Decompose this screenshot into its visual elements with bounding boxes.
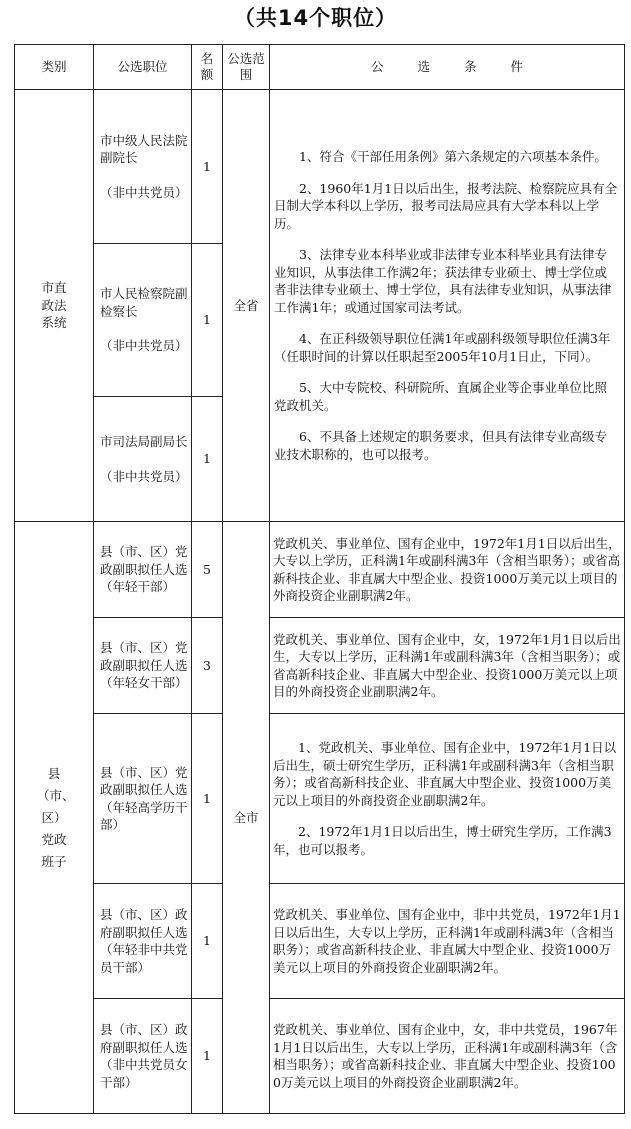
table-row [15, 999, 625, 1114]
condition-item: 3、法律专业本科毕业或非法律专业本科毕业具有法律专业知识，从事法律工作满2年；获法律专业硕士、博士学位或者非法律专业硕士、博士学位，具有法律专业知识，从事法律工作满1年；或通过国家司法考试。 [274, 247, 612, 315]
position-note: （非中共党员） [100, 184, 188, 200]
quota-cell: 1 [192, 884, 223, 999]
table-row [15, 618, 625, 714]
condition-item: 2、1960年1月1日以后出生，报考法院、检察院应具有全日制大学本科以上学历，报考司法局应具有大学本科以上学历。 [274, 180, 618, 231]
quota-cell: 1 [192, 714, 223, 884]
position-cell [94, 90, 192, 244]
condition-item: 党政机关、事业单位、国有企业中，女，1972年1月1日以后出生，大专以上学历，正科满1年或副科满3年（含相当职务）；或省高新科技企业、非直属大中型企业、投资1000万美元以上项目的外商投资企业副职满2年。 [273, 631, 621, 699]
table-row [15, 90, 625, 244]
condition-item: 党政机关、事业单位、国有企业中，1972年1月1日以后出生，大专以上学历，正科满1年或副科满3年（含相当职务）；或省高新科技企业、非直属大中型企业、投资1000万美元以上项目的外商投资企业副职满2年。 [273, 535, 621, 603]
header-position: 公选职位 [94, 45, 192, 90]
category-label: 县（市、区）党政班子 [37, 765, 75, 869]
conditions-cell [270, 618, 625, 714]
quota-cell: 1 [192, 999, 223, 1114]
header-quota: 名额 [192, 45, 223, 90]
header-row [15, 45, 625, 90]
conditions-cell [270, 884, 625, 999]
scope-cell: 全市 [223, 522, 270, 1114]
conditions-cell [270, 714, 625, 884]
position-name: 市中级人民法院副院长 [100, 132, 188, 166]
table-row [15, 714, 625, 884]
position-cell: 县（市、区）政府副职拟任人选（年轻非中共党员干部） [94, 884, 192, 999]
position-cell: 县（市、区）党政副职拟任人选（年轻女干部） [94, 618, 192, 714]
position-note: （非中共党员） [100, 468, 188, 484]
scope-cell: 全省 [223, 90, 270, 522]
position-note: （非中共党员） [100, 338, 188, 354]
header-scope: 公选范围 [223, 45, 270, 90]
category-label: 市直政法系统 [41, 280, 67, 331]
page-title: （共14个职位） [233, 6, 398, 30]
condition-item: 5、大中专院校、科研院所、直属企业等企事业单位比照党政机关。 [274, 380, 607, 413]
table-row [15, 522, 625, 618]
conditions-cell [270, 522, 625, 618]
position-cell: 县（市、区）党政副职拟任人选（年轻干部） [94, 522, 192, 618]
header-conditions: 公 选 条 件 [270, 45, 625, 90]
quota-cell: 1 [192, 90, 223, 244]
condition-item: 1、党政机关、事业单位、国有企业中，1972年1月1日以后出生，硕士研究生学历，正科满1年或副科满3年（含相当职务）；或省高新科技企业、非直属大中型企业、投资1000万美元以上项目的外商投资企业副职满2年。 [273, 740, 617, 808]
condition-item: 党政机关、事业单位、国有企业中，女，非中共党员，1967年1月1日以后出生，大专以上学历，正科满1年或副科满3年（含相当职务）；或省高新科技企业、非直属大中型企业、投资1000万美元以上项目的外商投资企业副职满2年。 [273, 1022, 618, 1090]
quota-cell: 1 [192, 244, 223, 397]
position-cell: 县（市、区）党政副职拟任人选（年轻高学历干部） [94, 714, 192, 884]
position-cell: 县（市、区）政府副职拟任人选（非中共党员女干部） [94, 999, 192, 1114]
position-cell [94, 397, 192, 522]
header-category: 类别 [15, 45, 94, 90]
condition-item: 4、在正科级领导职位任满1年或副科级领导职位任满3年（任职时间的计算以任职起至2005年10月1日止，下同）。 [274, 331, 611, 364]
position-name: 市司法局副局长 [100, 434, 188, 449]
positions-table [14, 44, 625, 1114]
category-cell [15, 90, 94, 522]
condition-item: 党政机关、事业单位、国有企业中，非中共党员，1972年1月1日以后出生，大专以上学历，正科满1年或副科满3年（含相当职务）；或省高新科技企业、非直属大中型企业、投资1000万美元以上项目的外商投资企业副职满2年。 [273, 907, 621, 975]
table-row [15, 884, 625, 999]
position-name: 市人民检察院副检察长 [100, 286, 188, 319]
condition-item: 2、1972年1月1日以后出生，博士研究生学历，工作满3年，也可以报考。 [273, 824, 612, 857]
position-cell [94, 244, 192, 397]
category-cell [15, 522, 94, 1114]
condition-item: 1、符合《干部任用条例》第六条规定的六项基本条件。 [299, 149, 607, 164]
quota-cell: 1 [192, 397, 223, 522]
quota-cell: 3 [192, 618, 223, 714]
conditions-cell [270, 999, 625, 1114]
quota-cell: 5 [192, 522, 223, 618]
conditions-cell [270, 90, 625, 522]
condition-item: 6、不具备上述规定的职务要求，但具有法律专业高级专业技术职称的，也可以报考。 [274, 429, 607, 462]
